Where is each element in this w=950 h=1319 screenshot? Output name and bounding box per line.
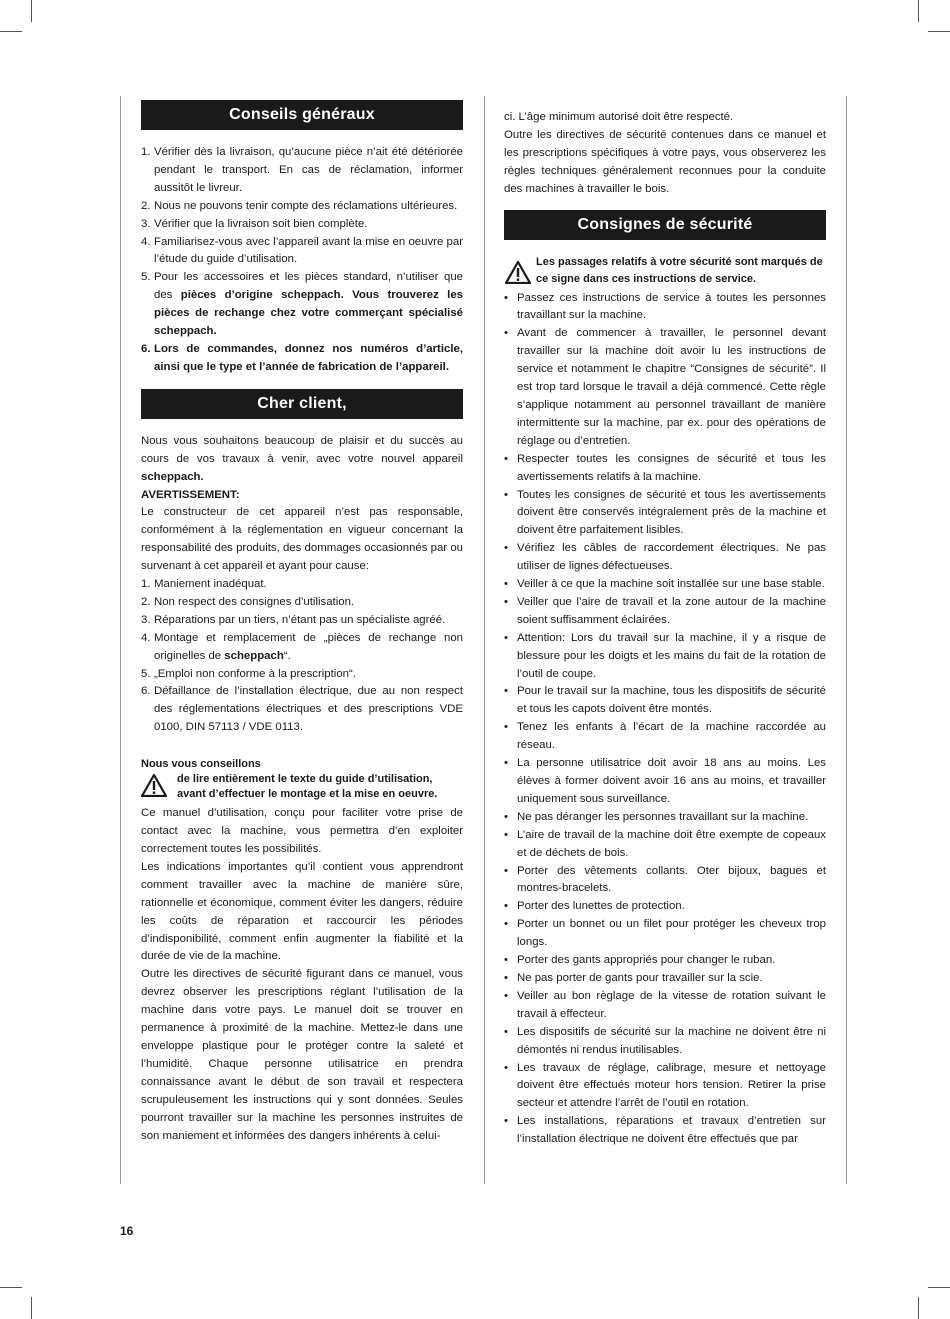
heading-dear-customer: Cher client, [141, 389, 463, 419]
list-item: • Respecter toutes les consignes de sécurité et tous les avertissements relatifs à la machine. [504, 452, 826, 483]
list-item: • Porter des lunettes de protection. [504, 898, 826, 916]
bullet-icon: • [504, 488, 508, 501]
safety-notice-line: Les passages relatifs à votre sécurité sont marqués de [536, 255, 823, 268]
list-item: • Pour le travail sur la machine, tous les dispositifs de sécurité et tous les capots doivent être montés. [504, 685, 826, 716]
bullet-icon: • [504, 578, 508, 591]
advice-title: Nous vous conseillons [141, 758, 261, 771]
column-rule-middle [484, 96, 485, 1184]
list-item: 1. Vérifier dès la livraison, qu’aucune pièce n’ait été détériorée pendant le transport. En cas de réclamation, informer aussitôt le livreur. [141, 146, 463, 194]
list-item: • Veiller au bon règlage de la vitesse de rotation suivant le travail à effecteur. [504, 989, 826, 1020]
page-number: 16 [120, 1224, 134, 1238]
list-item: 6. Défaillance de l’installation électrique, due au non respect des réglementations électriques et des prescriptions VDE 0100, DIN 57113 / VDE 0113. [141, 685, 463, 734]
list-item: • La personne utilisatrice doit avoir 18 ans au moins. Les élèves à former doivent avoir 16 ans au moins, et travailler uniquement sous surveillance. [504, 757, 826, 805]
list-item: • L’aire de travail de la machine doit être exempte de copeaux et de déchets de bois. [504, 828, 826, 859]
list-item: 6. Lors de commandes, donnez nos numéros d’article, ainsi que le type et l’année de fabrication de l’appareil. [141, 342, 463, 373]
list-item: 2. Non respect des consignes d’utilisation. [141, 595, 355, 608]
crop-mark [918, 1297, 919, 1319]
bullet-icon: • [504, 757, 508, 770]
bullet-icon: • [504, 810, 508, 823]
list-item: • Vérifiez les câbles de raccordement électriques. Ne pas utiliser de lignes défectueuses. [504, 542, 826, 573]
crop-mark [918, 0, 919, 22]
manual-paragraph: Ce manuel d’utilisation, conçu pour faciliter votre prise de contact avec la machine, vous permettra d’en exploiter correctement toutes les possibilités. [141, 807, 463, 855]
crop-mark [928, 1287, 950, 1288]
bullet-icon: • [504, 989, 508, 1002]
list-item: • Passez ces instructions de service à toutes les personnes travaillant sur la machine. [504, 291, 826, 322]
warning-label: AVERTISSEMENT: [141, 488, 240, 501]
causes-list [141, 576, 463, 737]
bullet-icon: • [504, 1061, 508, 1074]
bullet-icon: • [504, 685, 508, 698]
list-item: 1. Maniement inadéquat. [141, 578, 267, 591]
bullet-icon: • [504, 291, 508, 304]
column-rule-right [846, 96, 847, 1184]
list-item: 2. Nous ne pouvons tenir compte des réclamations ultérieures. [141, 199, 458, 212]
safety-notice-line: ce signe dans ces instructions de service. [536, 273, 757, 286]
crop-mark [31, 1297, 32, 1319]
crop-mark [0, 1287, 22, 1288]
bullet-icon: • [504, 327, 508, 340]
list-item: 4. Familiarisez-vous avec l’appareil avant la mise en oeuvre par l’étude du guide d’utilisation. [141, 235, 463, 266]
bullet-icon: • [504, 828, 508, 841]
heading-safety: Consignes de sécurité [504, 210, 826, 240]
bullet-icon: • [504, 918, 508, 931]
list-item: 5. „Emploi non conforme à la prescription“. [141, 667, 356, 680]
bullet-icon: • [504, 631, 508, 644]
continued-text: ci. L’âge minimum autorisé doit être respecté. [504, 111, 734, 123]
list-item: • Porter des vêtements collants. Oter bijoux, bagues et montres-bracelets. [504, 864, 826, 895]
bullet-icon: • [504, 595, 508, 608]
bullet-icon: • [504, 1025, 508, 1038]
column-rule-left [120, 96, 121, 1184]
warning-triangle-icon [505, 261, 531, 284]
list-item: • Attention: Lors du travail sur la machine, il y a risque de blessure pour les doigts et les mains du fait de la rotation de l’outil de coupe. [504, 631, 826, 680]
manual-paragraph: Outre les directives de sécurité figurant dans ce manuel, vous devrez observer les prescriptions réglant l’utilisation de la machine dans votre pays. Le manuel doit se trouver en permanence à proximité de la machine. Mettez-le dans une enveloppe plastique pour le protéger contre la saleté et l’humidité. Chaque personne utilisatrice en prendra connaissance avant le début de son travail et respectera scrupuleusement les instructions qui y sont données. Seules pourront travailler sur la machine les personnes instruites de son maniement et informées des dangers inhérents à celui- [141, 968, 463, 1142]
bullet-icon: • [504, 971, 508, 984]
bullet-icon: • [504, 542, 508, 555]
crop-mark [0, 31, 22, 32]
list-item: • Tenez les enfants à l’écart de la machine raccordée au réseau. [504, 721, 826, 752]
list-item: • Toutes les consignes de sécurité et tous les avertissements doivent être conservés intégralement près de la machine et doivent être parfaitement lisibles. [504, 488, 826, 537]
list-item: • Veiller à ce que la machine soit installée sur une base stable. [504, 576, 826, 594]
advice-line: avant d’effectuer le montage et la mise en oeuvre. [177, 788, 438, 801]
bullet-icon: • [504, 1115, 508, 1128]
crop-mark [31, 0, 32, 22]
right-column [504, 109, 826, 1149]
list-item: • Porter un bonnet ou un filet pour protéger les cheveux trop longs. [504, 918, 826, 949]
bullet-icon: • [504, 954, 508, 967]
list-item: • Les installations, réparations et travaux d’entretien sur l’installation électrique ne doivent être effectués que par [504, 1115, 826, 1146]
manual-paragraph: Les indications importantes qu’il contient vous apprendront comment travailler avec la machine de manière sûre, rationnelle et économique, comment éviter les dangers, réduire les coûts de réparation et raccourcir les périodes d’indisponibilité, comment enfin augmenter la fiabilité et la durée de vie de la machine. [141, 860, 463, 963]
list-item: • Les travaux de réglage, calibrage, mesure et nettoyage doivent être effectués moteur hors tension. Retirer la prise secteur et attendre l’arrêt de l’outil en rotation. [504, 1061, 826, 1110]
safety-notice [504, 254, 826, 290]
bullet-icon: • [504, 452, 508, 465]
list-item: 5. Pour les accessoires et les pièces standard, n’utiliser que des pièces d’origine scheppach. Vous trouverez les pièces de rechange chez votre commerçant spécialisé scheppach. [141, 271, 463, 338]
left-column [141, 100, 463, 1145]
safety-list [504, 290, 826, 1150]
warning-triangle-icon [141, 774, 167, 797]
list-item: 3. Réparations par un tiers, n’étant pas un spécialiste agréé. [141, 613, 446, 626]
list-item: 3. Vérifier que la livraison soit bien complète. [141, 217, 368, 230]
list-item: • Les dispositifs de sécurité sur la machine ne doivent être ni démontés ni rendus inutilisables. [504, 1025, 826, 1056]
intro-paragraph: Nous vous souhaitons beaucoup de plaisir et du succès au cours de vos travaux à venir, avec votre nouvel appareil scheppach. [141, 434, 463, 483]
list-item: • Veiller que l’aire de travail et la zone autour de la machine soient suffisamment éclairées. [504, 595, 826, 626]
list-item: • Ne pas porter de gants pour travailler sur la scie. [504, 970, 826, 988]
bullet-icon: • [504, 900, 508, 913]
general-advice-list [141, 144, 463, 377]
directives-paragraph: Outre les directives de sécurité contenues dans ce manuel et les prescriptions spécifiques à votre pays, vous observerez les règles techniques généralement reconnues pour la conduite des machines à travailler le bois. [504, 128, 826, 195]
list-item: • Porter des gants appropriés pour changer le ruban. [504, 952, 826, 970]
heading-general-advice: Conseils généraux [141, 100, 463, 130]
bullet-icon: • [504, 864, 508, 877]
bullet-icon: • [504, 721, 508, 734]
list-item: • Ne pas déranger les personnes travaillant sur la machine. [504, 809, 826, 827]
list-item: 4. Montage et remplacement de „pièces de rechange non originelles de scheppach“. [141, 631, 463, 662]
advice-notice [141, 757, 463, 803]
advice-line: de lire entièrement le texte du guide d’utilisation, [177, 773, 433, 786]
list-item: • Avant de commencer à travailler, le personnel devant travailler sur la machine doit avoir lu les instructions de service et notamment le chapitre “Consignes de sécurité”. Il est trop tard lorsque le travail a déjà commencé. Cette règle s’applique notamment au personnel travaillant de manière intermittente sur la machine, par ex. pour des opérations de réglage ou d’entretien. [504, 327, 826, 447]
warning-paragraph: Le constructeur de cet appareil n’est pas responsable, conformément à la réglementation en vigueur concernant la responsabilité des produits, des dommages occasionnés par ou survenant à cet appareil et ayant pour cause: [141, 506, 463, 573]
crop-mark [928, 31, 950, 32]
